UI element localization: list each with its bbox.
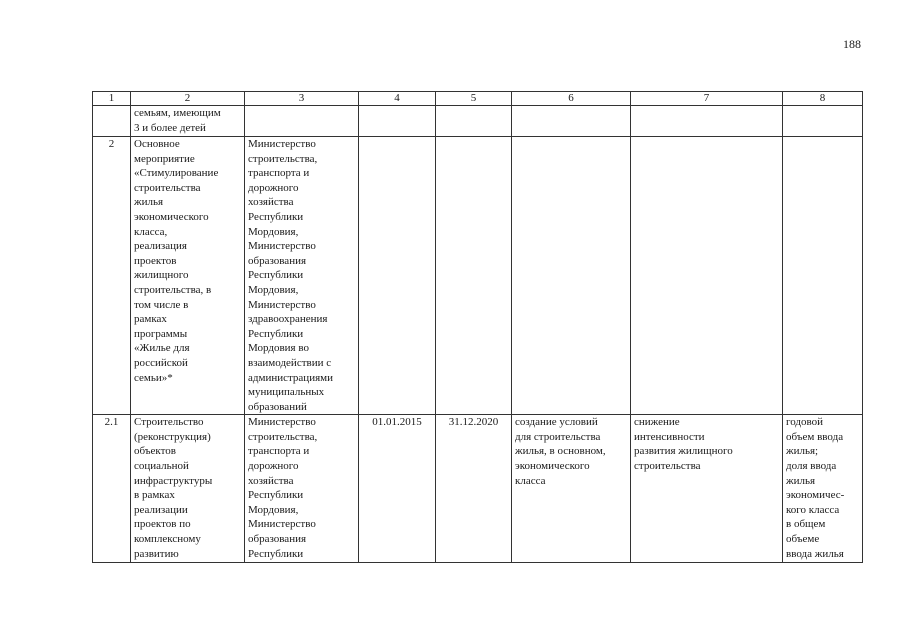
indicator-cell bbox=[783, 106, 863, 137]
expected-result-cell bbox=[512, 137, 631, 415]
measure-name-cell: Строительство (реконструкция) объектов социальной инфраструктуры в рамках реализации проектов по комплексному развитию bbox=[131, 415, 245, 563]
indicator-cell: годовой объем ввода жилья; доля ввода жилья экономичес- кого класса в общем объеме ввода жилья bbox=[783, 415, 863, 563]
start-date-cell bbox=[359, 137, 436, 415]
expected-result-cell: создание условий для строительства жилья, в основном, экономического класса bbox=[512, 415, 631, 563]
end-date-cell bbox=[436, 106, 512, 137]
column-header: 7 bbox=[631, 92, 783, 106]
end-date-cell bbox=[436, 137, 512, 415]
measure-name-cell: Основное мероприятие «Стимулирование строительства жилья экономического класса, реализация проектов жилищного строительства, в том числе в рамках программы «Жилье для российской семьи»* bbox=[131, 137, 245, 415]
column-header: 6 bbox=[512, 92, 631, 106]
row-number-cell: 2 bbox=[93, 137, 131, 415]
consequences-cell: снижение интенсивности развития жилищного строительства bbox=[631, 415, 783, 563]
row-number-cell bbox=[93, 106, 131, 137]
executor-cell bbox=[245, 106, 359, 137]
consequences-cell bbox=[631, 106, 783, 137]
table-header-row bbox=[93, 92, 863, 106]
page-number: 188 bbox=[843, 37, 861, 51]
column-header: 3 bbox=[245, 92, 359, 106]
column-header: 5 bbox=[436, 92, 512, 106]
expected-result-cell bbox=[512, 106, 631, 137]
indicator-cell bbox=[783, 137, 863, 415]
end-date-cell: 31.12.2020 bbox=[436, 415, 512, 563]
start-date-cell: 01.01.2015 bbox=[359, 415, 436, 563]
row-number-cell: 2.1 bbox=[93, 415, 131, 563]
measures-table bbox=[92, 91, 863, 563]
executor-cell: Министерство строительства, транспорта и дорожного хозяйства Республики Мордовия, Министерство образования Республики Мордовия, Министерство здравоохранения Республики Мордовия во взаимодействии с администрациями муниципальных образований bbox=[245, 137, 359, 415]
column-header: 2 bbox=[131, 92, 245, 106]
column-header: 4 bbox=[359, 92, 436, 106]
column-header: 8 bbox=[783, 92, 863, 106]
start-date-cell bbox=[359, 106, 436, 137]
column-header: 1 bbox=[93, 92, 131, 106]
table-row bbox=[93, 137, 863, 415]
table-row bbox=[93, 106, 863, 137]
table-row bbox=[93, 415, 863, 563]
executor-cell: Министерство строительства, транспорта и дорожного хозяйства Республики Мордовия, Министерство образования Республики bbox=[245, 415, 359, 563]
consequences-cell bbox=[631, 137, 783, 415]
measure-name-cell: семьям, имеющим 3 и более детей bbox=[131, 106, 245, 137]
